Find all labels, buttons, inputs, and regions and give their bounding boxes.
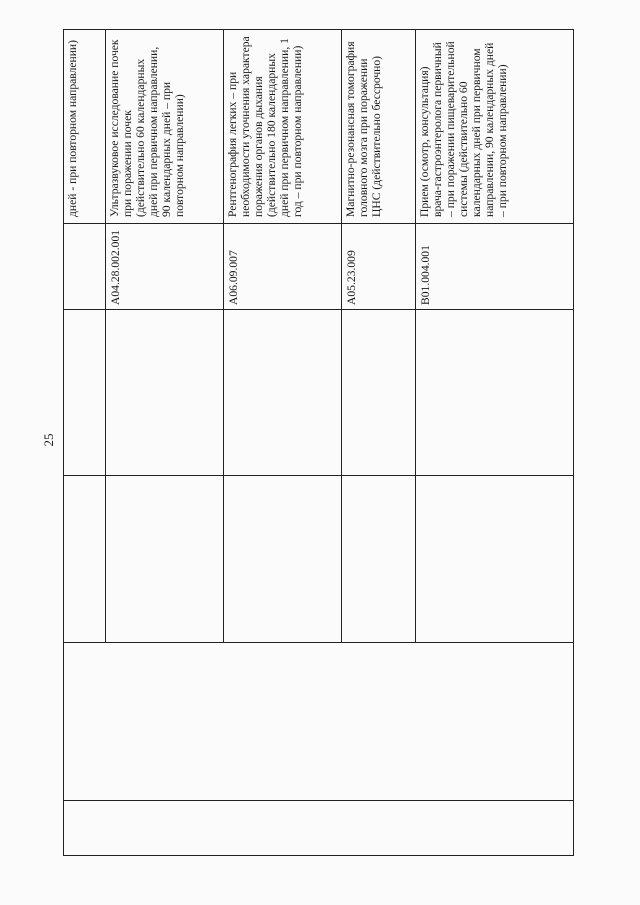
page-number: 25 xyxy=(41,433,56,447)
cell-description: Прием (осмотр, консультация) врача-гастроэнтеролога первичный – при поражении пищеварительной системы (действительно 60 календарных дней при первичном направлении, 90 календарных дней – при повторном направлении) xyxy=(416,30,574,224)
cell-empty xyxy=(224,476,342,643)
cell-code: A05.23.009 xyxy=(342,224,416,310)
cell-empty xyxy=(64,643,574,801)
cell-empty xyxy=(64,476,106,643)
table-row xyxy=(64,30,106,856)
services-table xyxy=(63,30,573,856)
cell-empty xyxy=(342,476,416,643)
cell-code: A06.09.007 xyxy=(224,224,342,310)
cell-empty xyxy=(224,310,342,476)
cell-empty xyxy=(64,310,106,476)
cell-empty xyxy=(106,310,224,476)
cell-description: Магнитно-резонансная томография головного мозга при поражении ЦНС (действительно бессрочно) xyxy=(342,30,416,224)
cell-description: Рентгенография легких – при необходимости уточнения характера поражения органов дыхания (действительно 180 календарных дней при первичном направлении, 1 год – при повторном направлении) xyxy=(224,30,342,224)
cell-empty xyxy=(342,310,416,476)
services-table-grid xyxy=(63,29,574,856)
cell-description: дней - при повторном направлении) xyxy=(64,30,106,224)
cell-description: Ультразвуковое исследование почек при поражении почек (действительно 60 календарных дней при первичном направлении, 90 календарных дней – при повторном направлении) xyxy=(106,30,224,224)
cell-empty xyxy=(416,310,574,476)
cell-empty xyxy=(64,801,574,856)
cell-code xyxy=(64,224,106,310)
cell-code: B01.004.001 xyxy=(416,224,574,310)
cell-code: A04.28.002.001 xyxy=(106,224,224,310)
cell-empty xyxy=(106,476,224,643)
cell-empty xyxy=(416,476,574,643)
